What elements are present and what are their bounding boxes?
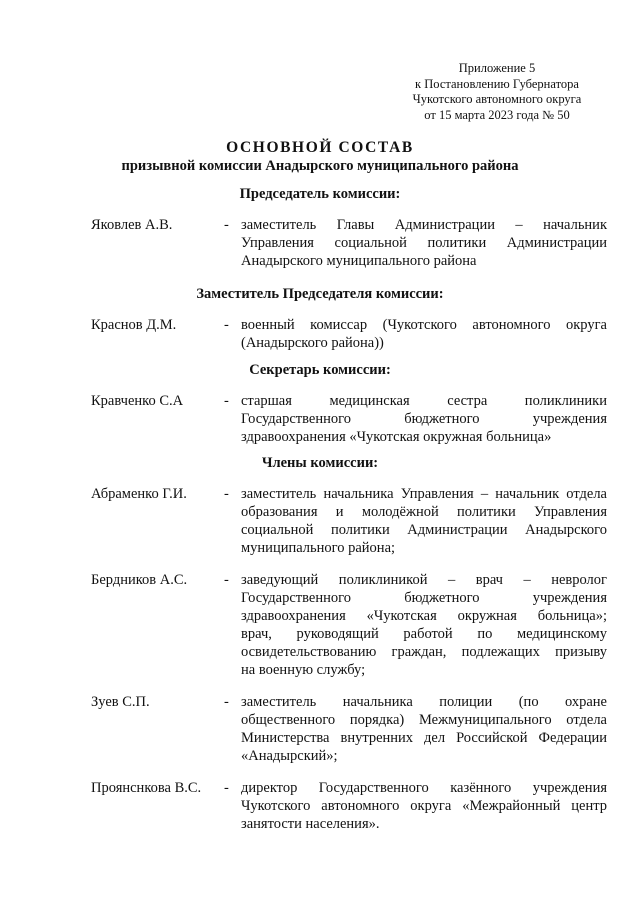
position-line: муниципального района; [241,540,396,556]
appendix-header [380,61,614,123]
position-line: освидетельствованию граждан, подлежащих призыву [241,644,607,660]
position-line: Министерства внутренних дел Российской Федерации [241,730,607,746]
position-line: врач, руководящий работой по медицинскому [241,626,607,642]
section-heading-deputy: Заместитель Председателя комиссии: [196,286,444,302]
member-position [241,779,607,833]
member-position [241,216,607,270]
document-subtitle: призывной комиссии Анадырского муниципального района [121,158,519,174]
position-line: военный комиссар (Чукотского автономного округа [241,317,607,333]
member-name: Зуев С.П. [91,694,150,710]
member-position [241,392,607,446]
position-line: заместитель начальника Управления – начальник отдела [241,486,607,502]
member-position [241,693,607,765]
member-name: Абраменко Г.И. [91,486,187,502]
member-position [241,316,607,352]
position-line: социальной политики Администрации Анадырского [241,522,607,538]
entry-dash: - [224,393,229,409]
position-line: образования и молодёжной политики Управления [241,504,607,520]
position-line: Чукотского автономного округа «Межрайонный центр [241,798,607,814]
entry-dash: - [224,572,229,588]
position-line: на военную службу; [241,662,366,678]
entry-dash: - [224,217,229,233]
position-line: (Анадырского района)) [241,335,384,351]
member-name: Яковлев А.В. [91,217,173,233]
position-line: здравоохранения «Чукотская окружная больница»; [241,608,607,624]
position-line: заведующий поликлиникой – врач – невролог [241,572,607,588]
appendix-line: от 15 марта 2023 года № 50 [424,107,570,122]
entry-dash: - [224,317,229,333]
position-line: заместитель начальника полиции (по охране [241,694,607,710]
entry-dash: - [224,780,229,796]
appendix-line: Приложение 5 [458,61,536,75]
position-line: старшая медицинская сестра поликлиники [241,393,607,409]
document-title: ОСНОВНОЙ СОСТАВ [226,139,414,156]
entry-dash: - [224,486,229,502]
member-position [241,571,607,679]
section-heading-chairman: Председатель комиссии: [239,186,401,202]
position-line: Государственного бюджетного учреждения [241,590,607,606]
position-line: Государственного бюджетного учреждения [241,411,607,427]
position-line: Управления социальной политики Администрации [241,235,607,251]
position-line: здравоохранения «Чукотская окружная больница» [241,429,552,445]
member-name: Краснов Д.М. [91,317,177,333]
member-name: Проянснкова В.С. [91,780,202,796]
position-line: «Анадырский»; [241,748,338,764]
member-name: Бердников А.С. [91,572,188,588]
section-heading-members: Члены комиссии: [261,455,379,471]
member-name: Кравченко С.А [91,393,184,409]
appendix-line: к Постановлению Губернатора [415,76,579,91]
position-line: Анадырского муниципального района [241,253,477,269]
section-heading-secretary: Секретарь комиссии: [249,362,391,378]
position-line: заместитель Главы Администрации – начальник [241,217,607,233]
member-position [241,485,607,557]
position-line: общественного порядка) Межмуниципального отдела [241,712,607,728]
position-line: занятости населения». [241,816,380,832]
position-line: директор Государственного казённого учреждения [241,780,607,796]
appendix-line: Чукотского автономного округа [412,92,582,106]
entry-dash: - [224,694,229,710]
